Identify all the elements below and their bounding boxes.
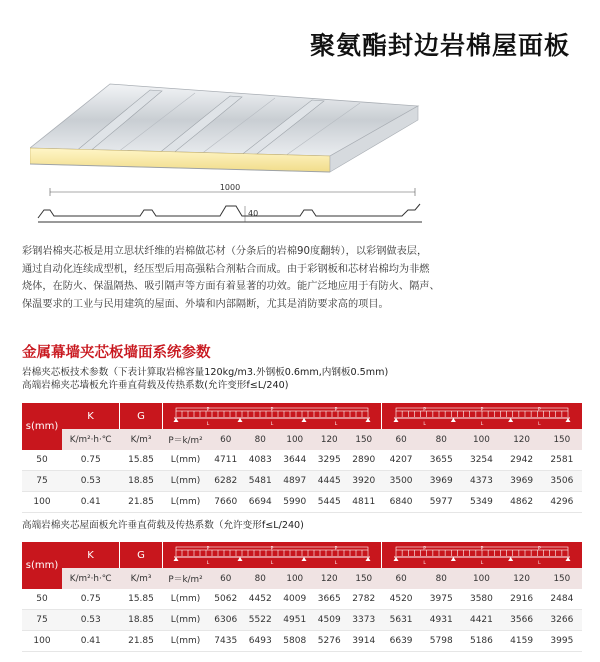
support-triangle <box>393 557 398 561</box>
roof-panel-table: s(mm) K G P L P L P L P L P L P L K/m²·h·℃ K/m³ P＝k/m² 60 80 100 120 150 60 80 100 120 150 50 0.75 15.85 L(mm) 5062 4452 4009 3665 2782 4520 3975 3580 2916 2484 75 0.53 18.85 L(mm) 6306 5522 4951 4509 3373 5631 4931 4421 3566 3266 100 0.41 21.85 L(mm) 7435 6493 5808 5276 3914 6639 5798 5186 4159 3995 <box>22 542 582 652</box>
span-l-label: L <box>206 422 210 427</box>
profile-width-label: 1000 <box>219 183 241 192</box>
table1-note-1: 岩棉夹芯板技术参数（下表计算取岩棉容量120kg/m3.外钢板0.6mm,内钢板0.5mm) <box>22 367 389 378</box>
support-triangle <box>173 557 178 561</box>
roof-panel-illustration <box>30 78 425 176</box>
span-l-label: L <box>537 422 541 427</box>
support-triangle <box>301 557 306 561</box>
col-s: s(mm) <box>22 403 62 450</box>
load-p-label: P <box>334 546 338 552</box>
load-p-label: P <box>206 407 210 413</box>
support-triangle <box>365 557 370 561</box>
load-p-label: P <box>423 546 426 552</box>
span-l-label: L <box>537 561 541 566</box>
support-triangle <box>451 418 456 422</box>
panel-profile-drawing <box>30 180 430 225</box>
load-diagram-a <box>163 403 382 429</box>
col-g: G <box>120 542 163 568</box>
load-p-label: P <box>270 546 274 552</box>
col-k: K <box>62 542 120 568</box>
col-g: G <box>120 403 163 429</box>
span-l-label: L <box>334 422 338 427</box>
support-triangle <box>365 418 370 422</box>
table2-note: 高端岩棉夹芯屋面板允许垂直荷载及传热系数（允许变形f≤L/240) <box>22 520 304 531</box>
product-description: 彩钢岩棉夹芯板是用立思状纤维的岩棉做芯材（分条后的岩棉90度翻转），以彩钢做表层， 通过自动化连续成型机，经压型后用高强粘合剂粘合而成。由于彩钢板和芯材岩棉均为非燃 烧体，在防火、保温隔热、吸引隔声等方面有着显著的功效。能广泛地应用于有防火、隔声、 保温要求的工业与民用建筑的屋面、外墙和内部隔断，尤其是消防要求高的项目。 <box>22 246 440 310</box>
load-p-label: P <box>270 407 274 413</box>
span-l-label: L <box>270 422 274 427</box>
table-row: 75 0.53 18.85 L(mm) 6306 5522 4951 4509 3373 5631 4931 4421 3566 3266 <box>22 610 582 631</box>
table-row: 75 0.53 18.85 L(mm) 6282 5481 4897 4445 3920 3500 3969 4373 3969 3506 <box>22 471 582 492</box>
table-row: 100 0.41 21.85 L(mm) 7660 6694 5990 5445 4811 6840 5977 5349 4862 4296 <box>22 492 582 513</box>
span-l-label: L <box>206 561 210 566</box>
span-l-label: L <box>270 561 274 566</box>
load-p-label: P <box>480 546 484 552</box>
load-diagram-b <box>381 403 582 429</box>
support-triangle <box>451 557 456 561</box>
profile-height-label: 40 <box>248 209 259 218</box>
table-row: 50 0.75 15.85 L(mm) 5062 4452 4009 3665 2782 4520 3975 3580 2916 2484 <box>22 589 582 610</box>
load-p-label: P <box>537 407 541 413</box>
wall-panel-table: s(mm) K G P L P L P L P L P L P L K/m²·h·℃ K/m³ P＝k/m² 60 80 100 120 150 60 80 100 120 150 50 0.75 15.85 L(mm) 4711 4083 3644 3295 2890 4207 3655 3254 2942 2581 75 0.53 18.85 L(mm) 6282 5481 4897 4445 3920 3500 3969 4373 3969 3506 100 0.41 21.85 L(mm) 7660 6694 5990 5445 4811 6840 5977 5349 4862 4296 <box>22 403 582 513</box>
support-triangle <box>173 418 178 422</box>
load-diagram-b <box>381 542 582 568</box>
table1-note-2: 高端岩棉夹芯墙板允许垂直荷载及传热系数(允许变形f≤L/240) <box>22 380 289 391</box>
load-p-label: P <box>537 546 541 552</box>
support-triangle <box>237 557 242 561</box>
table-row: 100 0.41 21.85 L(mm) 7435 6493 5808 5276 3914 6639 5798 5186 4159 3995 <box>22 631 582 652</box>
load-p-label: P <box>423 407 426 413</box>
span-l-label: L <box>334 561 338 566</box>
load-diagram-a <box>163 542 382 568</box>
span-l-label: L <box>423 561 426 566</box>
support-triangle <box>565 557 570 561</box>
table-row: 50 0.75 15.85 L(mm) 4711 4083 3644 3295 2890 4207 3655 3254 2942 2581 <box>22 450 582 471</box>
support-triangle <box>508 418 513 422</box>
page-title: 聚氨酯封边岩棉屋面板 <box>309 31 570 60</box>
span-l-label: L <box>423 422 426 427</box>
support-triangle <box>393 418 398 422</box>
col-s: s(mm) <box>22 542 62 589</box>
span-l-label: L <box>480 422 484 427</box>
load-p-label: P <box>206 546 210 552</box>
support-triangle <box>237 418 242 422</box>
load-p-label: P <box>480 407 484 413</box>
support-triangle <box>565 418 570 422</box>
section-title: 金属幕墙夹芯板墙面系统参数 <box>22 345 211 361</box>
col-k: K <box>62 403 120 429</box>
support-triangle <box>301 418 306 422</box>
span-l-label: L <box>480 561 484 566</box>
support-triangle <box>508 557 513 561</box>
load-p-label: P <box>334 407 338 413</box>
